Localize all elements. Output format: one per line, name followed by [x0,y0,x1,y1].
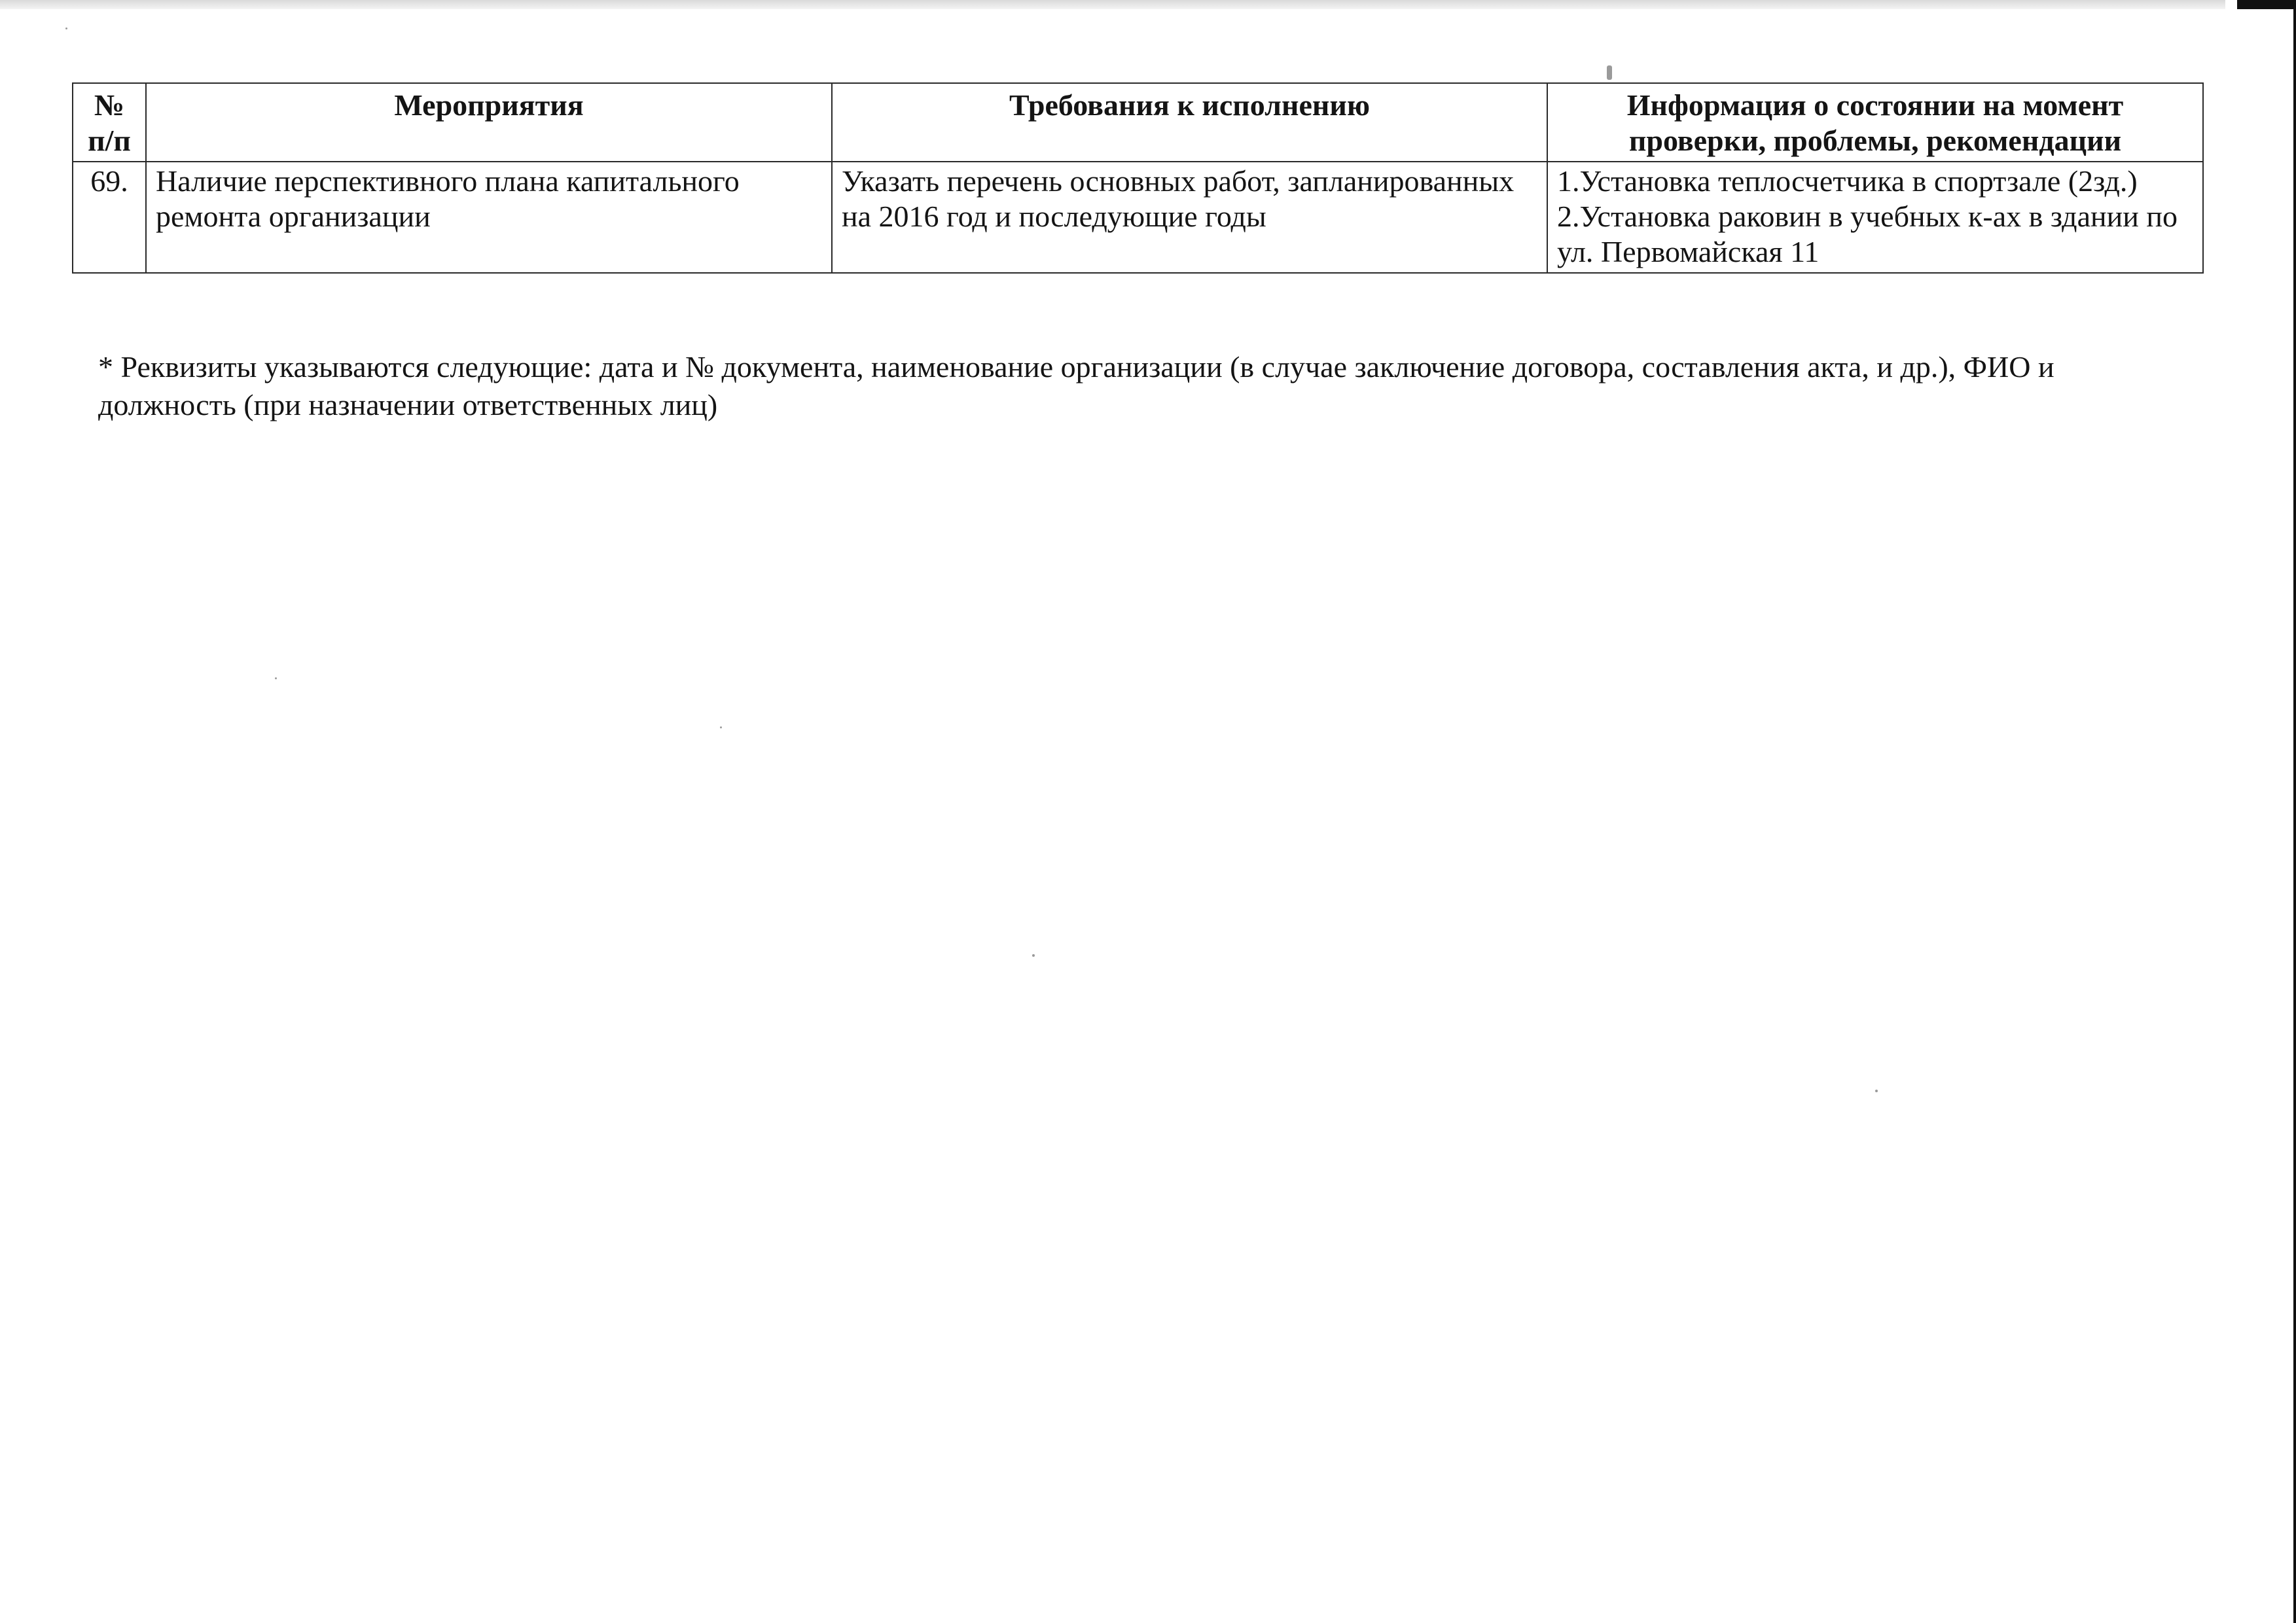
inspection-table [72,82,2204,274]
scan-right-edge [2293,0,2296,1623]
scan-speck [720,726,722,728]
header-num: № п/п [73,83,146,162]
scan-corner-mark [2237,0,2296,9]
row-requirement: Указать перечень основных работ, запланированных на 2016 год и последующие годы [832,162,1547,273]
scan-speck [1607,65,1612,80]
header-requirements: Требования к исполнению [832,83,1547,162]
header-events: Мероприятия [146,83,832,162]
row-info [1547,162,2203,273]
row-event: Наличие перспективного плана капитального ремонта организации [146,162,832,273]
scan-top-edge [0,0,2225,9]
scan-speck [65,27,67,29]
row-info-line: 1.Установка теплосчетчика в спортзале (2зд.) [1557,164,2138,198]
scan-speck [1032,954,1035,957]
footnote: * Реквизиты указываются следующие: дата и № документа, наименование организации (в случае заключение договора, составления акта, и др.), ФИО и должность (при назначении ответственных лиц) [98,350,2054,421]
row-num: 69. [73,162,146,273]
header-info: Информация о состоянии на момент проверки, проблемы, рекомендации [1547,83,2203,162]
inspection-table-container [72,82,2202,274]
scan-speck [1875,1090,1878,1092]
scan-speck [275,677,277,679]
table-row [73,162,2203,273]
table-header-row [73,83,2203,162]
row-info-line: 2.Установка раковин в учебных к-ах в здании по ул. Первомайская 11 [1557,200,2178,268]
